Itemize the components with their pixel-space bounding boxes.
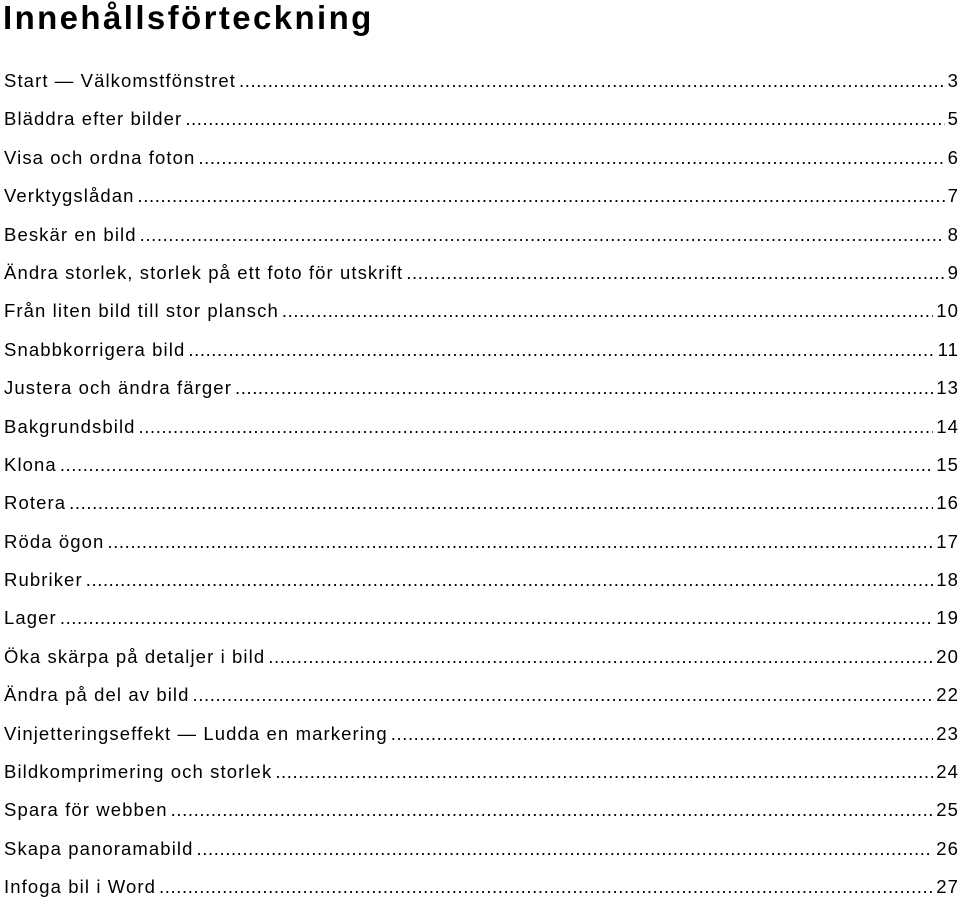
toc-entry-page-number: 27	[936, 876, 959, 898]
dot-leader	[198, 139, 944, 177]
toc-entry-label: Lager	[4, 607, 57, 629]
toc-entry[interactable]	[4, 561, 959, 599]
toc-entry-label: Start — Välkomstfönstret	[4, 70, 237, 91]
toc-entry-page-number: 18	[936, 569, 959, 591]
toc-entry[interactable]	[4, 753, 959, 791]
toc-entry-page-number: 10	[936, 300, 959, 322]
toc-entry-label: Verktygslådan	[4, 185, 135, 207]
toc-entry-page-number: 3	[947, 70, 959, 91]
toc-entry-label: Från liten bild till stor plansch	[4, 300, 279, 322]
toc-entry-label: Röda ögon	[4, 530, 105, 552]
toc-entry-page-number: 5	[947, 108, 959, 130]
toc-entry[interactable]	[4, 638, 959, 676]
toc-entry[interactable]	[4, 715, 959, 753]
toc-entry-page-number: 26	[936, 837, 959, 859]
toc-entry-page-number: 16	[936, 492, 959, 514]
toc-entry[interactable]	[4, 369, 959, 407]
toc-entry[interactable]	[4, 62, 959, 100]
dot-leader	[282, 292, 933, 330]
toc-entry-label: Rubriker	[4, 569, 83, 591]
dot-leader	[159, 868, 933, 906]
dot-leader	[275, 753, 933, 791]
toc-entry-label: Snabbkorrigera bild	[4, 338, 186, 360]
dot-leader	[235, 369, 933, 407]
toc-entry-page-number: 24	[936, 761, 959, 783]
dot-leader	[86, 561, 934, 599]
dot-leader	[185, 100, 944, 138]
toc-entry[interactable]	[4, 100, 959, 138]
toc-entry[interactable]	[4, 177, 959, 215]
dot-leader	[60, 599, 933, 637]
toc-entry-page-number: 7	[947, 185, 959, 207]
toc-entry[interactable]	[4, 254, 959, 292]
toc-entry-label: Spara för webben	[4, 799, 168, 821]
toc-entry[interactable]	[4, 676, 959, 714]
toc-entry-label: Bildkomprimering och storlek	[4, 761, 273, 783]
toc-entry-label: Bläddra efter bilder	[4, 108, 183, 130]
dot-leader	[69, 484, 933, 522]
toc-entry-page-number: 19	[936, 607, 959, 629]
dot-leader	[138, 177, 945, 215]
dot-leader	[406, 254, 944, 292]
dot-leader	[171, 791, 934, 829]
toc-entry[interactable]	[4, 484, 959, 522]
dot-leader	[60, 446, 933, 484]
toc-entry-page-number: 8	[947, 223, 959, 245]
dot-leader	[139, 408, 934, 446]
dot-leader	[268, 638, 933, 676]
toc-entry-label: Rotera	[4, 492, 67, 514]
toc-entry[interactable]	[4, 868, 959, 906]
toc-entry-label: Skapa panoramabild	[4, 837, 194, 859]
toc-entry-label: Klona	[4, 453, 57, 475]
toc-entry-page-number: 9	[947, 261, 959, 283]
dot-leader	[239, 62, 945, 100]
toc-entry[interactable]	[4, 408, 959, 446]
toc-entry-label: Visa och ordna foton	[4, 146, 196, 168]
toc-entry-page-number: 22	[936, 684, 959, 706]
toc-entry[interactable]	[4, 292, 959, 330]
toc-entry[interactable]	[4, 446, 959, 484]
toc-entry-page-number: 20	[936, 645, 959, 667]
toc-entry-label: Vinjetteringseffekt — Ludda en markering	[4, 722, 388, 744]
toc-entry-label: Ändra på del av bild	[4, 684, 190, 706]
toc-entry-page-number: 23	[936, 722, 959, 744]
toc-entry[interactable]	[4, 599, 959, 637]
page-title: Innehållsförteckning	[3, 0, 374, 36]
toc-entry[interactable]	[4, 139, 959, 177]
toc-entry-page-number: 11	[937, 338, 959, 360]
toc-entry[interactable]	[4, 216, 959, 254]
dot-leader	[193, 676, 934, 714]
dot-leader	[391, 715, 934, 753]
toc-entry-page-number: 25	[936, 799, 959, 821]
toc-entry[interactable]	[4, 523, 959, 561]
toc-entry-label: Bakgrundsbild	[4, 415, 136, 437]
toc-entry-label: Infoga bil i Word	[4, 876, 157, 898]
toc-entry-label: Ändra storlek, storlek på ett foto för utskrift	[4, 261, 404, 283]
toc-entry-page-number: 15	[936, 453, 959, 475]
toc-entry-label: Justera och ändra färger	[4, 377, 232, 399]
toc-entry[interactable]	[4, 331, 959, 369]
toc-entry-page-number: 13	[936, 377, 959, 399]
dot-leader	[197, 830, 934, 868]
toc-entry-page-number: 6	[947, 146, 959, 168]
toc-entry-page-number: 17	[936, 530, 959, 552]
dot-leader	[107, 523, 933, 561]
toc-entry-label: Beskär en bild	[4, 223, 137, 245]
toc-entry-label: Öka skärpa på detaljer i bild	[4, 645, 266, 667]
toc-entry[interactable]	[4, 830, 959, 868]
toc-entry[interactable]	[4, 791, 959, 829]
dot-leader	[188, 331, 934, 369]
dot-leader	[140, 216, 945, 254]
toc-entry-page-number: 14	[936, 415, 959, 437]
toc-list	[4, 62, 959, 907]
